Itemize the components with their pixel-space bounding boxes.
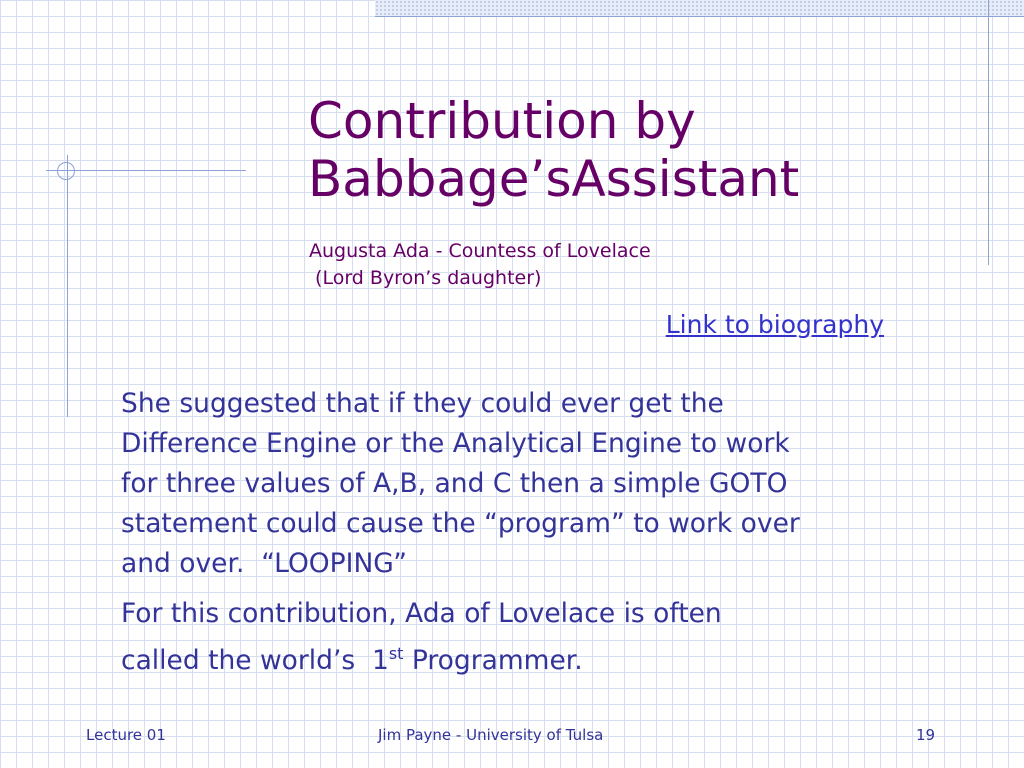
- paragraph-line: and over. “LOOPING”: [121, 548, 407, 579]
- paragraph-line: For this contribution, Ada of Lovelace is often: [121, 598, 722, 629]
- slide-title: [308, 92, 928, 208]
- subtitle-line-2: (Lord Byron’s daughter): [309, 267, 542, 289]
- slide-subtitle: [309, 238, 651, 292]
- paragraph-line: for three values of A,B, and C then a simple GOTO: [121, 468, 788, 499]
- paragraph-line: Difference Engine or the Analytical Engine to work: [121, 428, 790, 459]
- paragraph-line: statement could cause the “program” to work over: [121, 508, 800, 539]
- subtitle-line-1: Augusta Ada - Countess of Lovelace: [309, 240, 651, 262]
- footer-page-number: 19: [916, 726, 936, 744]
- ordinal-superscript: st: [388, 644, 404, 663]
- top-pattern-band: [375, 0, 1024, 16]
- left-vertical-rule: [67, 155, 68, 417]
- paragraph-line: She suggested that if they could ever get the: [121, 388, 724, 419]
- right-vertical-rule: [988, 0, 989, 265]
- title-line-1: Contribution by: [308, 92, 696, 150]
- crosshair-circle-icon: [57, 162, 75, 180]
- paragraph-line: called the world’s 1: [121, 644, 389, 676]
- left-horizontal-rule: [46, 170, 246, 171]
- footer-center: Jim Payne - University of Tulsa: [378, 726, 604, 744]
- paragraph-first-programmer: [121, 594, 911, 681]
- header-rule-top: [375, 16, 1024, 17]
- biography-link[interactable]: Link to biography: [665, 310, 884, 339]
- paragraph-looping: [121, 384, 911, 584]
- slide-body: [121, 384, 911, 691]
- title-line-2: Babbage’sAssistant: [308, 150, 800, 208]
- footer-left: Lecture 01: [86, 726, 166, 744]
- paragraph-line: Programmer.: [403, 644, 583, 676]
